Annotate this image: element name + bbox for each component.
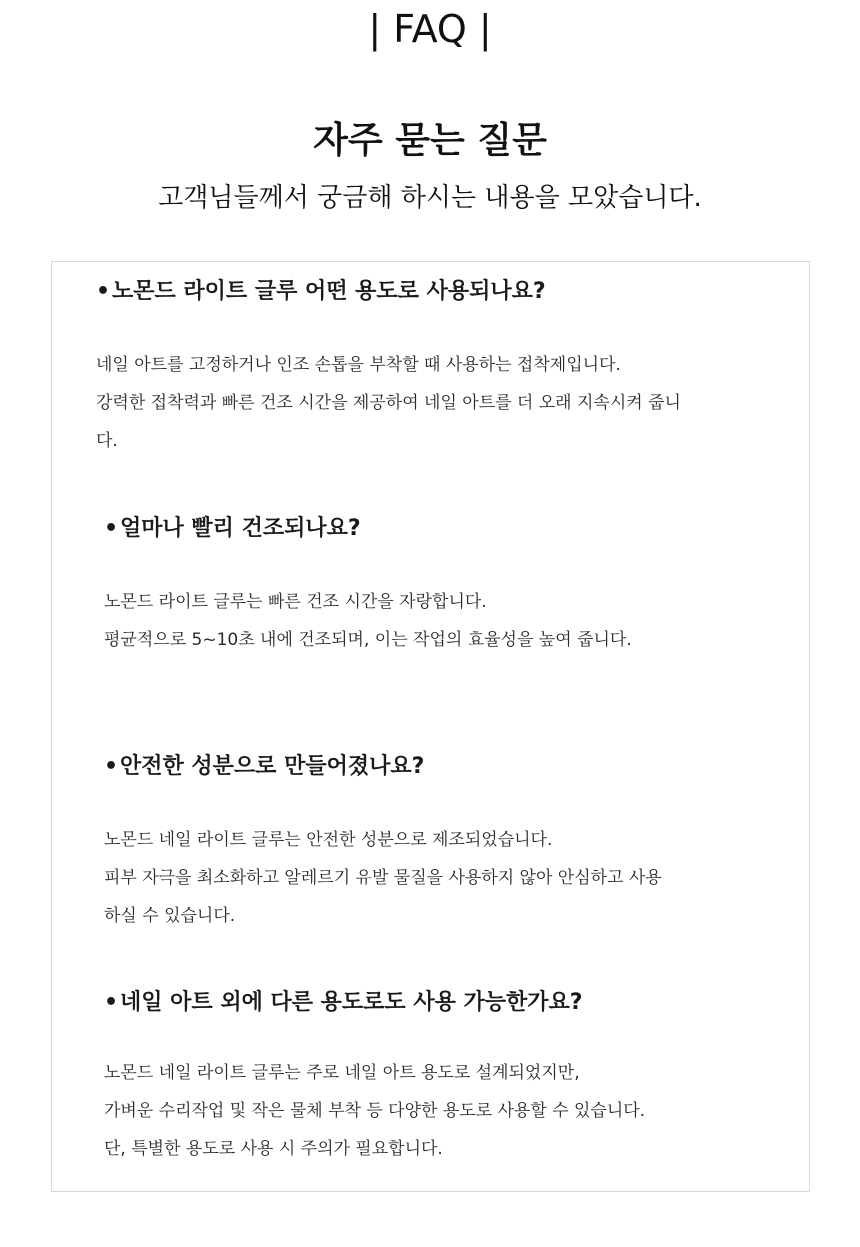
faq-question-text: 네일 아트 외에 다른 용도로도 사용 가능한가요? — [120, 990, 583, 1015]
faq-answer-line: 강력한 접착력과 빠른 건조 시간을 제공하여 네일 아트를 더 오래 지속시켜 줍니 — [96, 393, 681, 413]
faq-answer — [104, 1054, 764, 1168]
bullet-icon: • — [96, 279, 111, 304]
faq-answer-line: 단, 특별한 용도로 사용 시 주의가 필요합니다. — [104, 1139, 443, 1159]
faq-answer-line: 네일 아트를 고정하거나 인조 손톱을 부착할 때 사용하는 접착제입니다. — [96, 355, 621, 375]
faq-item — [96, 275, 756, 460]
faq-answer-line: 하실 수 있습니다. — [104, 906, 236, 926]
faq-question-text: 얼마나 빨리 건조되나요? — [120, 516, 361, 541]
faq-answer-line: 노몬드 네일 라이트 글루는 안전한 성분으로 제조되었습니다. — [104, 830, 553, 850]
faq-item — [104, 512, 764, 659]
faq-item — [104, 986, 764, 1168]
faq-answer-line: 다. — [96, 431, 118, 451]
faq-answer-line: 가벼운 수리작업 및 작은 물체 부착 등 다양한 용도로 사용할 수 있습니다. — [104, 1101, 646, 1121]
faq-item — [104, 750, 764, 935]
faq-question — [104, 512, 764, 546]
faq-answer-line: 노몬드 네일 라이트 글루는 주로 네일 아트 용도로 설계되었지만, — [104, 1063, 580, 1083]
page-subtitle: 고객님들께서 궁금해 하시는 내용을 모았습니다. — [158, 183, 702, 213]
bullet-icon: • — [104, 516, 119, 541]
faq-answer-line: 평균적으로 5~10초 내에 건조되며, 이는 작업의 효율성을 높여 줍니다. — [104, 630, 632, 650]
faq-question — [104, 986, 764, 1020]
bullet-icon: • — [104, 990, 119, 1015]
faq-question — [96, 275, 756, 309]
faq-question-text: 노몬드 라이트 글루 어떤 용도로 사용되나요? — [112, 279, 546, 304]
faq-answer — [104, 821, 764, 935]
bullet-icon: • — [104, 754, 119, 779]
faq-answer — [96, 346, 756, 460]
faq-answer — [104, 583, 764, 659]
page-title: 자주 묻는 질문 — [313, 120, 547, 161]
faq-answer-line: 피부 자극을 최소화하고 알레르기 유발 물질을 사용하지 않아 안심하고 사용 — [104, 868, 662, 888]
faq-question — [104, 750, 764, 784]
faq-label: | FAQ | — [368, 7, 492, 51]
faq-question-text: 안전한 성분으로 만들어졌나요? — [120, 754, 425, 779]
faq-answer-line: 노몬드 라이트 글루는 빠른 건조 시간을 자랑합니다. — [104, 592, 487, 612]
